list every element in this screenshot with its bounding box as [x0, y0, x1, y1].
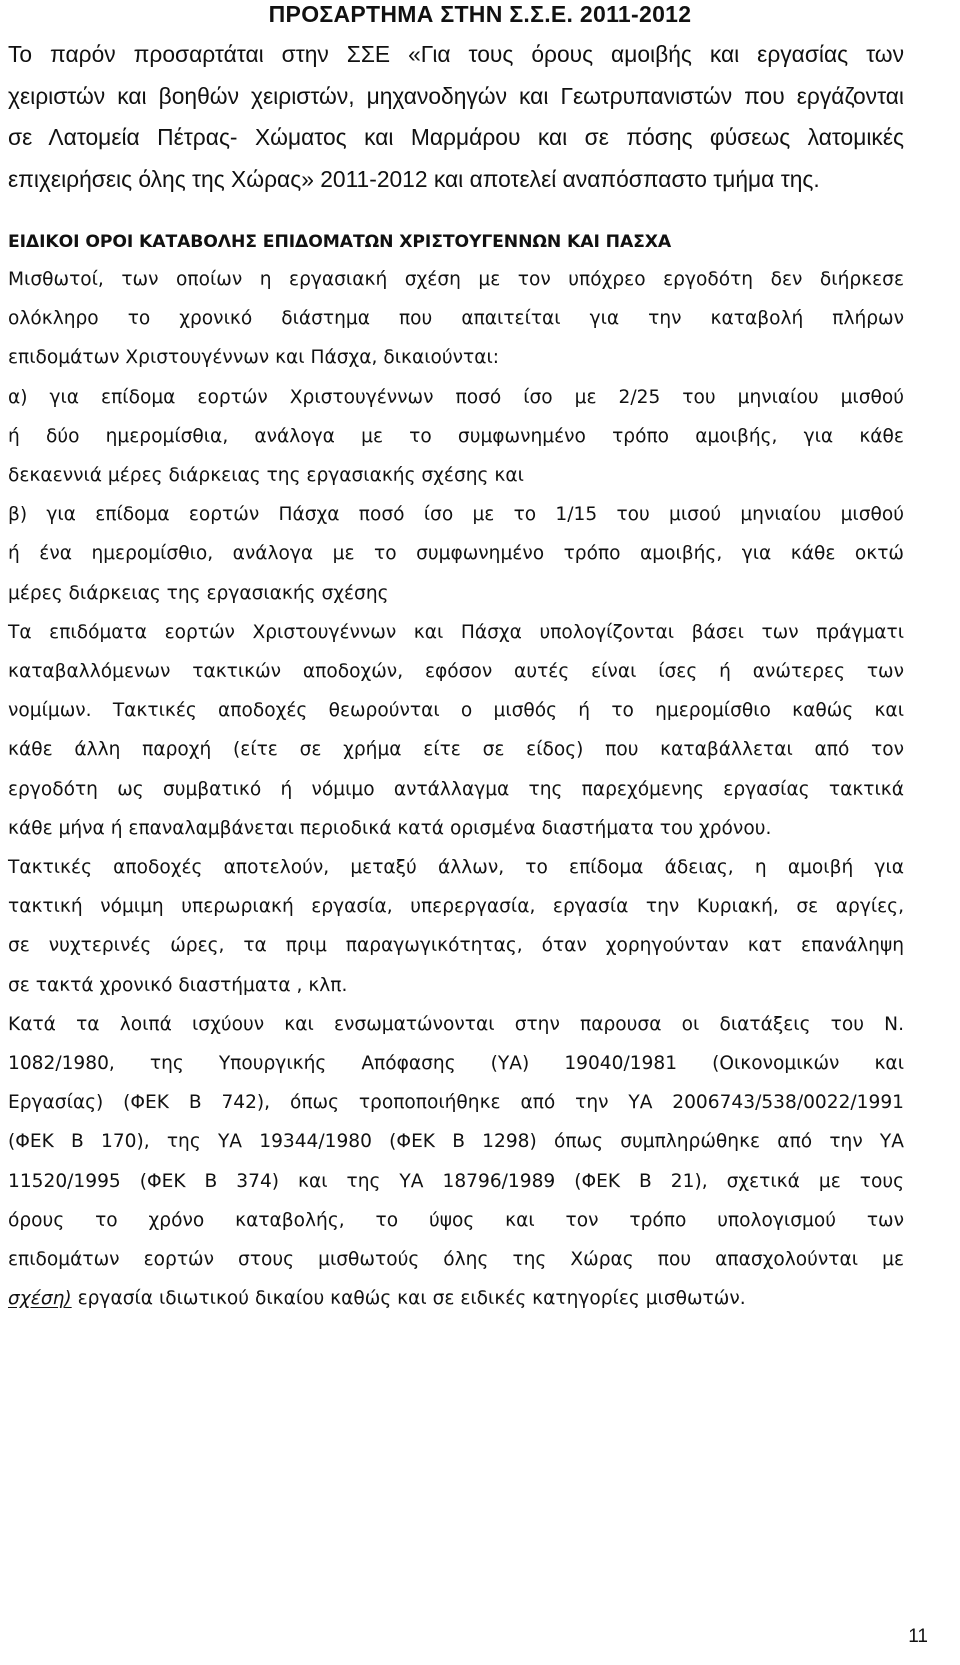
body-line: καταβαλλόμενων τακτικών αποδοχών, εφόσον αυτές είναι ίσες ή ανώτερες των: [8, 661, 904, 682]
body-line: ή ένα ημερομίσθιο, ανάλογα με το συμφωνημένο τρόπο αμοιβής, για κάθε οκτώ: [8, 543, 904, 565]
body-line: σε νυχτερινές ώρες, τα πριμ παραγωγικότητας, όταν χορηγούνταν κατ επανάληψη: [8, 935, 904, 957]
body-line: επιδομάτων Χριστουγέννων και Πάσχα, δικαιούνται:: [8, 347, 500, 369]
section-heading: ΕΙΔΙΚΟΙ ΟΡΟΙ ΚΑΤΑΒΟΛΗΣ ΕΠΙΔΟΜΑΤΩΝ ΧΡΙΣΤΟΥΓΕΝΝΩΝ ΚΑΙ ΠΑΣΧΑ: [8, 232, 672, 252]
body-line: νομίμων. Τακτικές αποδοχές θεωρούνται ο μισθός ή το ημερομίσθιο καθώς και: [8, 700, 904, 722]
body-line: ολόκληρο το χρονικό διάστημα που απαιτείται για την καταβολή πλήρων: [8, 308, 904, 330]
body-line: σε τακτά χρονικό διαστήματα , κλπ.: [8, 974, 348, 996]
body-line: Τακτικές αποδοχές αποτελούν, μεταξύ άλλων, το επίδομα άδειας, η αμοιβή για: [8, 857, 904, 878]
body-line: β) για επίδομα εορτών Πάσχα ποσό ίσο με το 1/15 του μισού μηνιαίου μισθού: [8, 504, 904, 526]
body-line: επιδομάτων εορτών στους μισθωτούς όλης της Χώρας που απασχολούνται με: [8, 1249, 904, 1270]
body-line: εργοδότη ως συμβατικό ή νόμιμο αντάλλαγμα της παρεχόμενης εργασίας τακτικά: [8, 778, 904, 800]
body-line: 1082/1980, της Υπουργικής Απόφασης (ΥΑ) 19040/1981 (Οικονομικών και: [8, 1053, 904, 1074]
body-line: τακτική νόμιμη υπερωριακή εργασία, υπερεργασία, εργασία την Κυριακή, σε αργίες,: [8, 896, 904, 918]
body-line: α) για επίδομα εορτών Χριστουγέννων ποσό ίσο με 2/25 του μηνιαίου μισθού: [8, 386, 904, 408]
body-line: Μισθωτοί, των οποίων η εργασιακή σχέση με τον υπόχρεο εργοδότη δεν διήρκεσε: [8, 269, 904, 290]
body-line: ή δύο ημερομίσθια, ανάλογα με το συμφωνημένο τρόπο αμοιβής, για κάθε: [8, 425, 904, 447]
body-line: κάθε μήνα ή επαναλαμβάνεται περιοδικά κατά ορισμένα διαστήματα του χρόνου.: [8, 817, 772, 839]
body-line: κάθε άλλη παροχή (είτε σε χρήμα είτε σε είδος) που καταβάλλεται από τον: [8, 739, 904, 761]
intro-line: Το παρόν προσαρτάται στην ΣΣΕ «Για τους όρους αμοιβής και εργασίας των: [8, 41, 904, 67]
body-line: Τα επιδόματα εορτών Χριστουγέννων και Πάσχα υπολογίζονται βάσει των πράγματι: [8, 621, 904, 643]
appendix-title: ΠΡΟΣΑΡΤΗΜΑ ΣΤΗΝ Σ.Σ.Ε. 2011-2012: [268, 1, 692, 27]
page-number: 11: [908, 1626, 928, 1647]
body-last-line: [8, 1279, 746, 1319]
body-line: δεκαεννιά μέρες διάρκειας της εργασιακής σχέσης και: [8, 465, 524, 486]
intro-line: σε Λατομεία Πέτρας- Χώματος και Μαρμάρου και σε πόσης φύσεως λατομικές: [8, 124, 904, 150]
body-line: Κατά τα λοιπά ισχύουν και ενσωματώνονται στην παρουσα οι διατάξεις του Ν.: [8, 1013, 904, 1035]
body-line: μέρες διάρκειας της εργασιακής σχέσης: [8, 582, 389, 604]
body-line: 11520/1995 (ΦΕΚ Β 374) και της ΥΑ 18796/1989 (ΦΕΚ Β 21), σχετικά με τους: [8, 1170, 904, 1192]
body-line: (ΦΕΚ Β 170), της ΥΑ 19344/1980 (ΦΕΚ Β 1298) όπως συμπληρώθηκε από την ΥΑ: [8, 1131, 904, 1153]
last-line-rest: εργασία ιδιωτικού δικαίου καθώς και σε ειδικές κατηγορίες μισθωτών.: [71, 1288, 746, 1310]
intro-line: χειριστών και βοηθών χειριστών, μηχανοδηγών και Γεωτρυπανιστών που εργάζονται: [8, 82, 904, 109]
body-line: όρους το χρόνο καταβολής, το ύψος και τον τρόπο υπολογισμού των: [8, 1209, 904, 1231]
intro-line: επιχειρήσεις όλης της Χώρας» 2011-2012 και αποτελεί αναπόσπαστο τμήμα της.: [8, 165, 820, 192]
body-line: Εργασίας) (ΦΕΚ Β 742), όπως τροποποιήθηκε από την ΥΑ 2006743/538/0022/1991: [8, 1092, 904, 1114]
italic-underlined-text: σχέση): [8, 1288, 72, 1310]
